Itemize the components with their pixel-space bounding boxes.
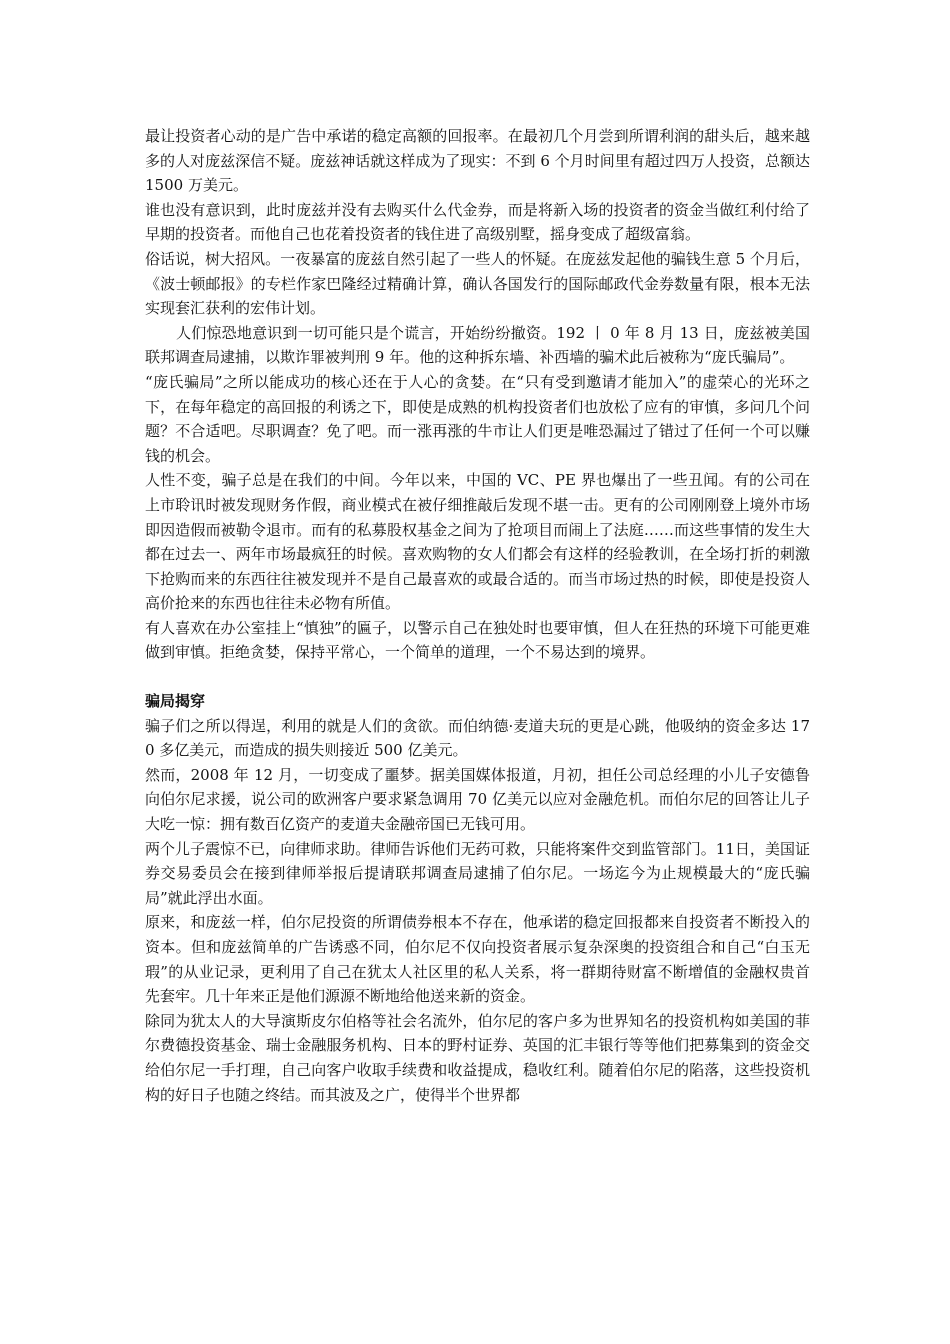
document-page xyxy=(145,124,810,1107)
paragraph: 人们惊恐地意识到一切可能只是个谎言，开始纷纷撤资。192 丨 0 年 8 月 13 日，庞兹被美国联邦调查局逮捕，以欺诈罪被判刑 9 年。他的这种拆东墙、补西墙的骗术此后被称为“庞氏骗局”。 xyxy=(145,323,810,367)
paragraph: 有人喜欢在办公室挂上“慎独”的匾子，以警示自己在独处时也要审慎，但人在狂热的环境下可能更难做到审慎。拒绝贪婪，保持平常心，一个简单的道理，一个不易达到的境界。 xyxy=(145,618,810,662)
paragraph: 俗话说，树大招风。一夜暴富的庞兹自然引起了一些人的怀疑。在庞兹发起他的骗钱生意 5 个月后，《波士顿邮报》的专栏作家巴隆经过精确计算，确认各国发行的国际邮政代金券数量有限，根本无法实现套汇获利的宏伟计划。 xyxy=(145,249,810,318)
paragraph: 骗子们之所以得逞，利用的就是人们的贪欲。而伯纳德·麦道夫玩的更是心跳，他吸纳的资金多达 170 多亿美元，而造成的损失则接近 500 亿美元。 xyxy=(145,716,810,760)
paragraph: 除同为犹太人的大导演斯皮尔伯格等社会名流外，伯尔尼的客户多为世界知名的投资机构如美国的菲尔费德投资基金、瑞士金融服务机构、日本的野村证券、英国的汇丰银行等等他们把募集到的资金交给伯尔尼一手打理，自己向客户收取手续费和收益提成，稳收红利。随着伯尔尼的陷落，这些投资机构的好日子也随之终结。而其波及之广，使得半个世界都 xyxy=(145,1011,810,1104)
paragraph: 谁也没有意识到，此时庞兹并没有去购买什么代金券，而是将新入场的投资者的资金当做红利付给了早期的投资者。而他自己也花着投资者的钱住进了高级别墅，摇身变成了超级富翁。 xyxy=(145,200,810,244)
paragraph: 两个儿子震惊不已，向律师求助。律师告诉他们无药可救，只能将案件交到监管部门。11日，美国证券交易委员会在接到律师举报后提请联邦调查局逮捕了伯尔尼。一场迄今为止规模最大的“庞氏骗局”就此浮出水面。 xyxy=(145,839,810,907)
section-heading: 骗局揭穿 xyxy=(145,692,206,711)
paragraph: 最让投资者心动的是广告中承诺的稳定高额的回报率。在最初几个月尝到所谓利润的甜头后，越来越多的人对庞兹深信不疑。庞兹神话就这样成为了现实：不到 6 个月时间里有超过四万人投资，总额达 1500 万美元。 xyxy=(145,127,810,195)
paragraph: 人性不变，骗子总是在我们的中间。今年以来，中国的 VC、PE 界也爆出了一些丑闻。有的公司在上市聆讯时被发现财务作假，商业模式在被仔细推敲后发现不堪一击。更有的公司刚刚登上境外市场即因造假而被勒令退市。而有的私募股权基金之间为了抢项目而闹上了法庭……而这些事情的发生大都在过去一、两年市场最疯狂的时候。喜欢购物的女人们都会有这样的经验教训，在全场打折的刺激下抢购而来的东西往往被发现并不是自己最喜欢的或最合适的。而当市场过热的时候，即使是投资人高价抢来的东西也往往未必物有所值。 xyxy=(145,471,810,613)
paragraph: “庞氏骗局”之所以能成功的核心还在于人心的贪婪。在“只有受到邀请才能加入”的虚荣心的光环之下，在每年稳定的高回报的利诱之下，即使是成熟的机构投资者们也放松了应有的审慎，多问几个问题？不合适吧。尽职调查？免了吧。而一涨再涨的牛市让人们更是唯恐漏过了错过了任何一个可以赚钱的机会。 xyxy=(145,372,810,465)
paragraph: 然而，2008 年 12 月，一切变成了噩梦。据美国媒体报道，月初，担任公司总经理的小儿子安德鲁向伯尔尼求援，说公司的欧洲客户要求紧急调用 70 亿美元以应对金融危机。而伯尔尼的回答让儿子大吃一惊：拥有数百亿资产的麦道夫金融帝国已无钱可用。 xyxy=(145,765,810,834)
paragraph: 原来，和庞兹一样，伯尔尼投资的所谓债券根本不存在，他承诺的稳定回报都来自投资者不断投入的资本。但和庞兹简单的广告诱惑不同，伯尔尼不仅向投资者展示复杂深奥的投资组合和自己“白玉无瑕”的从业记录，更利用了自己在犹太人社区里的私人关系，将一群期待财富不断增值的金融权贵首先套牢。几十年来正是他们源源不断地给他送来新的资金。 xyxy=(145,913,810,1006)
